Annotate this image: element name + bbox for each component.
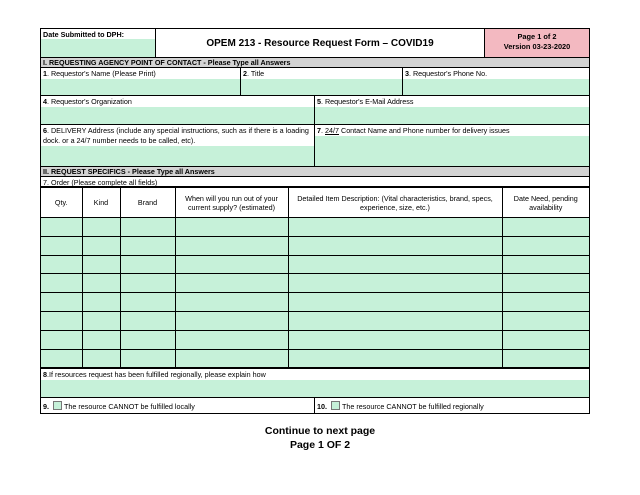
email-input[interactable] (315, 107, 589, 124)
description-cell[interactable] (288, 255, 502, 274)
date-need-cell[interactable] (502, 255, 589, 274)
delivery-address-input[interactable] (41, 146, 314, 166)
section-2-heading: II. REQUEST SPECIFICS - Please Type all Answers (41, 167, 589, 177)
regional-fulfilment-input[interactable] (41, 380, 589, 397)
order-label: 7. Order (Please complete all fields) (43, 178, 158, 186)
order-row (41, 236, 589, 255)
title-cell (241, 68, 403, 95)
order-row (41, 349, 589, 368)
regional-cannot-label: The resource CANNOT be fulfilled regionally (342, 402, 484, 412)
kind-cell[interactable] (82, 293, 120, 312)
order-table-header (41, 188, 589, 218)
field-8-row (41, 369, 589, 398)
qty-cell[interactable] (41, 274, 82, 293)
kind-cell[interactable] (82, 255, 120, 274)
organization-cell (41, 96, 315, 124)
description-cell[interactable] (288, 274, 502, 293)
qty-cell[interactable] (41, 349, 82, 368)
brand-cell[interactable] (120, 236, 175, 255)
run-out-cell[interactable] (175, 255, 288, 274)
regional-fulfilment-label: .If resources request has been fulfilled regionally, please explain how (47, 370, 266, 380)
field-4-number: 4 (43, 97, 47, 106)
field-1-number: 1 (43, 69, 47, 78)
brand-cell[interactable] (120, 218, 175, 237)
local-cannot-cell (41, 398, 315, 413)
section-1-heading: I. REQUESTING AGENCY POINT OF CONTACT - Please Type all Answers (41, 58, 589, 68)
footer-page-number: Page 1 OF 2 (289, 439, 351, 451)
description-cell[interactable] (288, 349, 502, 368)
field-5-number: 5 (317, 97, 321, 106)
date-need-cell[interactable] (502, 330, 589, 349)
local-cannot-checkbox[interactable] (53, 401, 62, 410)
date-need-cell[interactable] (502, 274, 589, 293)
field-3-number: 3 (405, 69, 409, 78)
run-out-cell[interactable] (175, 311, 288, 330)
kind-cell[interactable] (82, 274, 120, 293)
col-description: Detailed Item Description: (Vital characteristics, brand, specs, experience, size, etc.) (288, 188, 502, 218)
local-cannot-label: The resource CANNOT be fulfilled locally (64, 402, 195, 412)
brand-cell[interactable] (120, 349, 175, 368)
run-out-cell[interactable] (175, 218, 288, 237)
kind-cell[interactable] (82, 236, 120, 255)
date-submitted-label: Date Submitted to DPH: (43, 30, 125, 39)
fields-4-5-row (41, 96, 589, 125)
qty-cell[interactable] (41, 311, 82, 330)
regional-cannot-cell (315, 398, 589, 413)
delivery-contact-input[interactable] (315, 136, 589, 166)
col-run-out: When will you run out of your current supply? (estimated) (175, 188, 288, 218)
fields-9-10-row (41, 398, 589, 413)
run-out-cell[interactable] (175, 274, 288, 293)
delivery-contact-label: Contact Name and Phone number for delivery issues (339, 126, 510, 135)
organization-label: . Requestor's Organization (47, 97, 132, 106)
field-10-number: 10. (317, 402, 327, 412)
description-cell[interactable] (288, 218, 502, 237)
phone-input[interactable] (403, 79, 589, 95)
phone-label: . Requestor's Phone No. (409, 69, 488, 78)
fields-6-7-row (41, 125, 589, 167)
col-date-need: Date Need, pending availability (502, 188, 589, 218)
qty-cell[interactable] (41, 236, 82, 255)
organization-input[interactable] (41, 107, 314, 124)
form-header (41, 29, 589, 58)
order-row (41, 255, 589, 274)
delivery-contact-cell: 7. 24/7 Contact Name and Phone number for delivery issues (315, 125, 589, 166)
run-out-cell[interactable] (175, 293, 288, 312)
field-9-number: 9. (43, 402, 49, 412)
run-out-cell[interactable] (175, 330, 288, 349)
resource-request-form (40, 28, 590, 414)
kind-cell[interactable] (82, 330, 120, 349)
order-row (41, 274, 589, 293)
kind-cell[interactable] (82, 311, 120, 330)
delivery-address-label-cont: dock. or a 24/7 number needs to be called, etc). (43, 136, 196, 145)
title-input[interactable] (241, 79, 402, 95)
delivery-address-label: . DELIVERY Address (include any special instructions, such as if there is a loading (47, 126, 309, 135)
brand-cell[interactable] (120, 255, 175, 274)
date-submitted-field[interactable] (41, 39, 155, 57)
field-8-number: 8 (43, 370, 47, 380)
order-row (41, 330, 589, 349)
field-2-number: 2 (243, 69, 247, 78)
delivery-contact-link: 24/7 (325, 126, 339, 135)
description-cell[interactable] (288, 330, 502, 349)
order-table (41, 187, 589, 368)
brand-cell[interactable] (120, 330, 175, 349)
fields-1-3-row (41, 68, 589, 96)
brand-cell[interactable] (120, 293, 175, 312)
kind-cell[interactable] (82, 349, 120, 368)
order-row (41, 293, 589, 312)
col-qty: Qty. (41, 188, 82, 218)
date-submitted-box (41, 29, 156, 57)
col-brand: Brand (120, 188, 175, 218)
date-need-cell[interactable] (502, 293, 589, 312)
date-need-cell[interactable] (502, 236, 589, 255)
email-cell (315, 96, 589, 124)
version-label: Version 03-23-2020 (503, 42, 571, 51)
date-need-cell[interactable] (502, 311, 589, 330)
form-title: OPEM 213 - Resource Request Form – COVID19 (156, 29, 485, 57)
order-row (41, 218, 589, 237)
kind-cell[interactable] (82, 218, 120, 237)
delivery-address-cell (41, 125, 315, 166)
brand-cell[interactable] (120, 274, 175, 293)
field-6-number: 6 (43, 126, 47, 135)
page-version-box (485, 29, 589, 57)
description-cell[interactable] (288, 293, 502, 312)
run-out-cell[interactable] (175, 236, 288, 255)
col-kind: Kind (82, 188, 120, 218)
qty-cell[interactable] (41, 293, 82, 312)
order-table-wrap (41, 187, 589, 369)
description-cell[interactable] (288, 311, 502, 330)
email-label: . Requestor's E-Mail Address (321, 97, 414, 106)
requestor-name-cell (41, 68, 241, 95)
run-out-cell[interactable] (175, 349, 288, 368)
qty-cell[interactable] (41, 330, 82, 349)
page-indicator: Page 1 of 2 (517, 32, 557, 41)
date-need-cell[interactable] (502, 349, 589, 368)
brand-cell[interactable] (120, 311, 175, 330)
requestor-name-input[interactable] (41, 79, 240, 95)
date-need-cell[interactable] (502, 218, 589, 237)
qty-cell[interactable] (41, 218, 82, 237)
phone-cell (403, 68, 589, 95)
order-row (41, 311, 589, 330)
qty-cell[interactable] (41, 255, 82, 274)
requestor-name-label: . Requestor's Name (Please Print) (47, 69, 156, 78)
title-label: . Title (247, 69, 265, 78)
field-7-number: 7 (317, 126, 321, 135)
regional-cannot-checkbox[interactable] (331, 401, 340, 410)
continue-text: Continue to next page (264, 425, 376, 437)
description-cell[interactable] (288, 236, 502, 255)
